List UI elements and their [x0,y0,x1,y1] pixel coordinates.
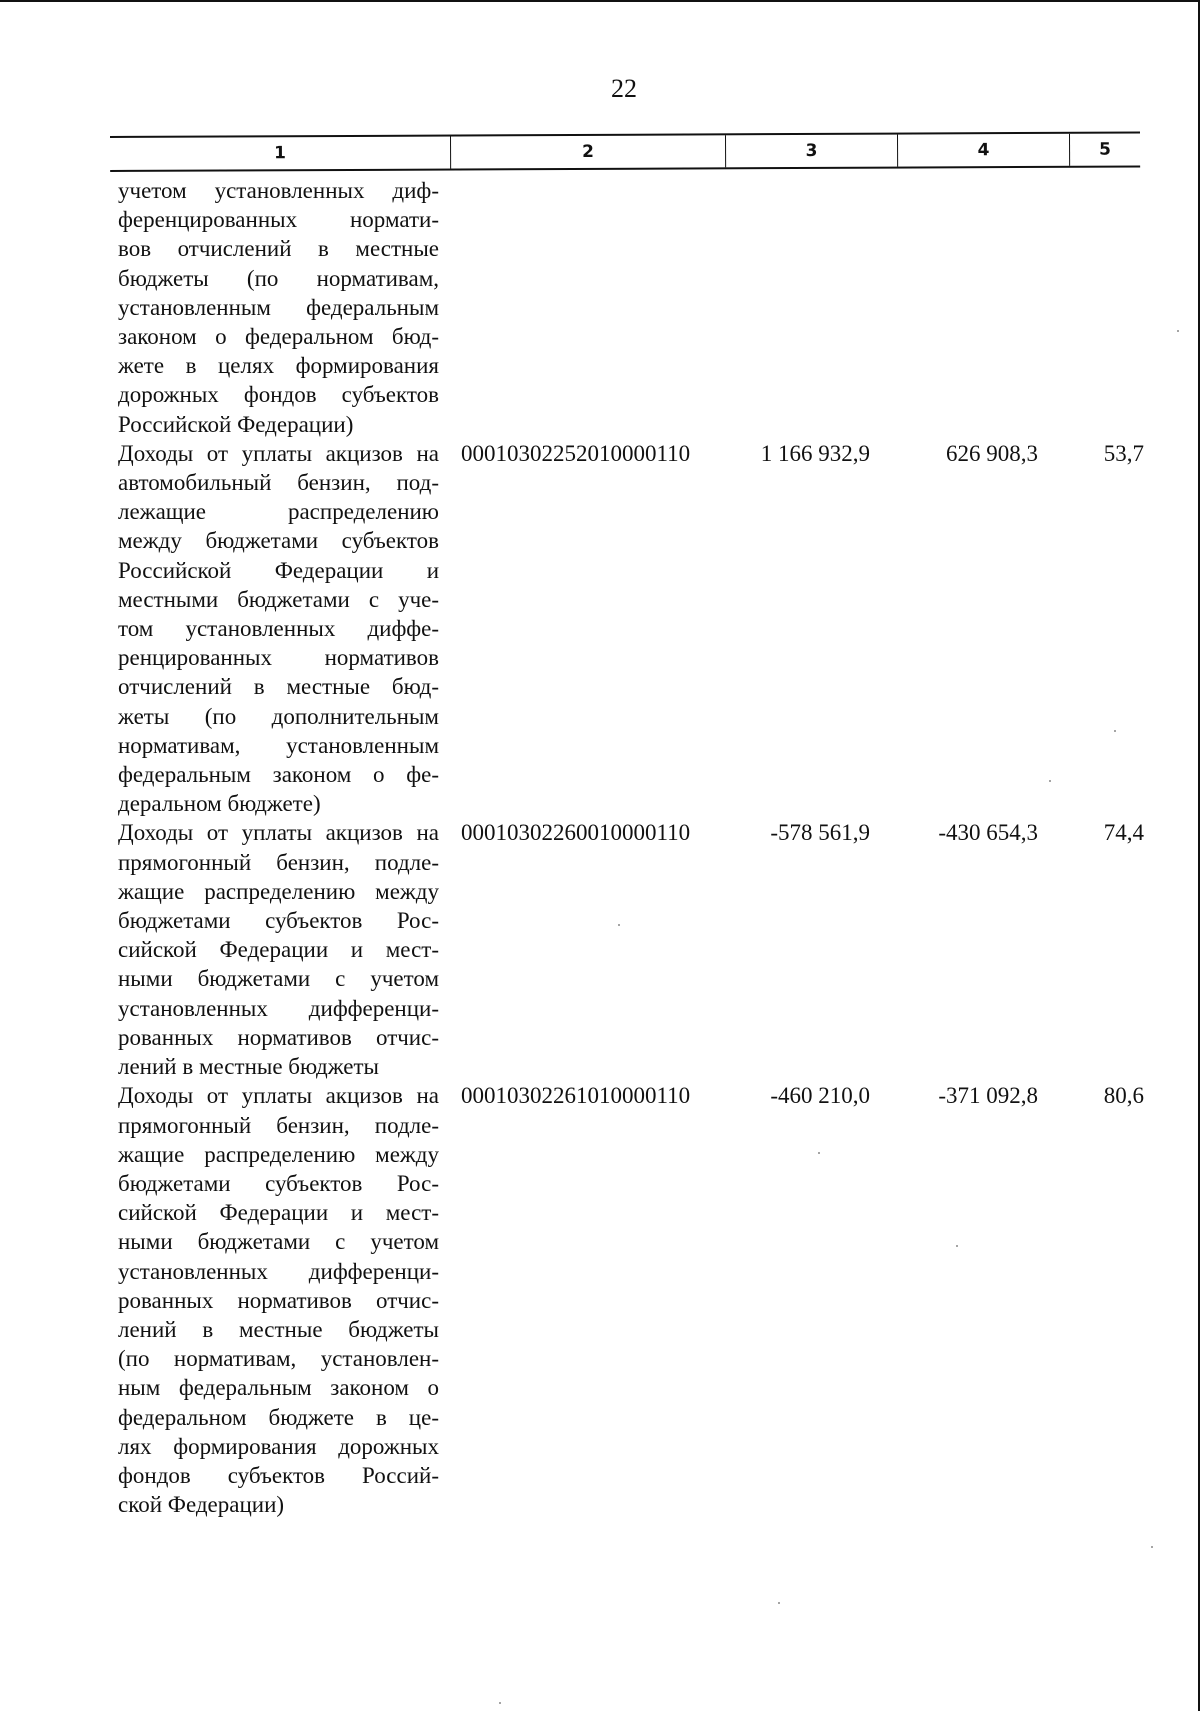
name-line: (по нормативам, установлен- [118,1346,439,1372]
row-plan-cell: 1 166 932,9 [760,440,870,466]
name-line: деральном бюджете) [118,791,321,817]
name-line: федеральным законом о фе- [118,762,439,788]
name-line: ным федеральным законом о [118,1375,439,1401]
name-line: жете в целях формирования [118,353,439,379]
name-line: дорожных фондов субъектов [118,382,439,408]
name-line: рованных нормативов отчис- [118,1024,439,1050]
row-name-cell [118,818,439,1081]
name-line: между бюджетами субъектов [118,528,439,554]
scan-speck [818,1152,820,1154]
scan-speck [618,924,620,926]
row-code-cell: 00010302260010000110 [461,820,691,846]
column-header-1: 1 [274,143,287,164]
scan-speck [1177,330,1179,332]
scan-speck [1151,1546,1153,1548]
name-line: бюджетами субъектов Рос- [118,1170,439,1196]
name-line: нормативам, установленным [118,732,439,758]
row-code-cell: 00010302252010000110 [461,440,691,466]
row-name-cell [118,176,439,439]
table-row [0,1081,1200,1519]
name-line: установленных дифференци- [118,1258,439,1284]
row-percent-cell: 74,4 [1103,820,1144,846]
name-line: жеты (по дополнительным [118,703,439,729]
table-body [0,176,1200,1519]
name-line: Доходы от уплаты акцизов на [118,820,439,846]
name-line: фондов субъектов Россий- [118,1462,439,1488]
table-row [0,176,1200,439]
column-header-3: 3 [725,135,897,168]
table-header [110,132,1140,172]
name-line: ными бюджетами с учетом [118,1229,439,1255]
name-line: установленных дифференци- [118,995,439,1021]
row-percent-cell: 53,7 [1103,440,1144,466]
name-line: рованных нормативов отчис- [118,1287,439,1313]
name-line: прямогонный бензин, подле- [118,849,439,875]
row-code-cell: 00010302261010000110 [461,1083,691,1109]
table-row [0,439,1200,819]
page-number: 22 [611,74,637,103]
name-line: ренцированных нормативов [118,645,439,671]
row-fact-cell: 626 908,3 [946,440,1038,466]
row-plan-cell: -460 210,0 [770,1083,870,1109]
name-line: Доходы от уплаты акцизов на [118,440,439,466]
name-line: федеральном бюджете в це- [118,1404,439,1430]
name-line: прямогонный бензин, подле- [118,1112,439,1138]
name-line: Российской Федерации и [118,557,439,583]
row-name-cell [118,439,439,819]
scan-speck [1114,730,1116,732]
name-line: отчислений в местные бюд- [118,674,439,700]
scan-speck [956,1245,958,1247]
name-line: вов отчислений в местные [118,236,439,262]
name-line: том установленных диффе- [118,616,439,642]
name-line: жащие распределению между [118,878,439,904]
name-line: лений в местные бюджеты [118,1316,439,1342]
column-header-5: 5 [1069,134,1140,166]
row-percent-cell: 80,6 [1103,1083,1144,1109]
name-line: Российской Федерации) [118,411,354,437]
name-line: учетом установленных диф- [118,178,439,203]
row-fact-cell: -371 092,8 [938,1083,1038,1109]
name-line: лях формирования дорожных [118,1433,439,1459]
name-line: лений в местные бюджеты [118,1054,380,1080]
table-row [0,818,1200,1081]
scan-speck [499,1702,501,1704]
name-line: законом о федеральном бюд- [118,324,439,350]
name-line: ференцированных нормати- [118,207,439,233]
row-name-cell [118,1081,439,1519]
row-fact-cell: -430 654,3 [938,820,1038,846]
name-line: сийской Федерации и мест- [118,1200,439,1226]
name-line: ской Федерации) [118,1492,285,1518]
name-line: сийской Федерации и мест- [118,937,439,963]
column-header-4: 4 [897,134,1069,167]
column-header-2: 2 [450,135,725,168]
row-plan-cell: -578 561,9 [770,820,870,846]
scan-speck [1049,780,1051,782]
name-line: бюджеты (по нормативам, [118,265,439,291]
name-line: жащие распределению между [118,1141,439,1167]
name-line: лежащие распределению [118,499,439,525]
name-line: ными бюджетами с учетом [118,966,439,992]
name-line: Доходы от уплаты акцизов на [118,1083,439,1109]
scan-speck [778,1602,780,1604]
name-line: местными бюджетами с уче- [118,586,439,612]
name-line: бюджетами субъектов Рос- [118,908,439,934]
name-line: установленным федеральным [118,294,439,320]
name-line: автомобильный бензин, под- [118,470,439,496]
